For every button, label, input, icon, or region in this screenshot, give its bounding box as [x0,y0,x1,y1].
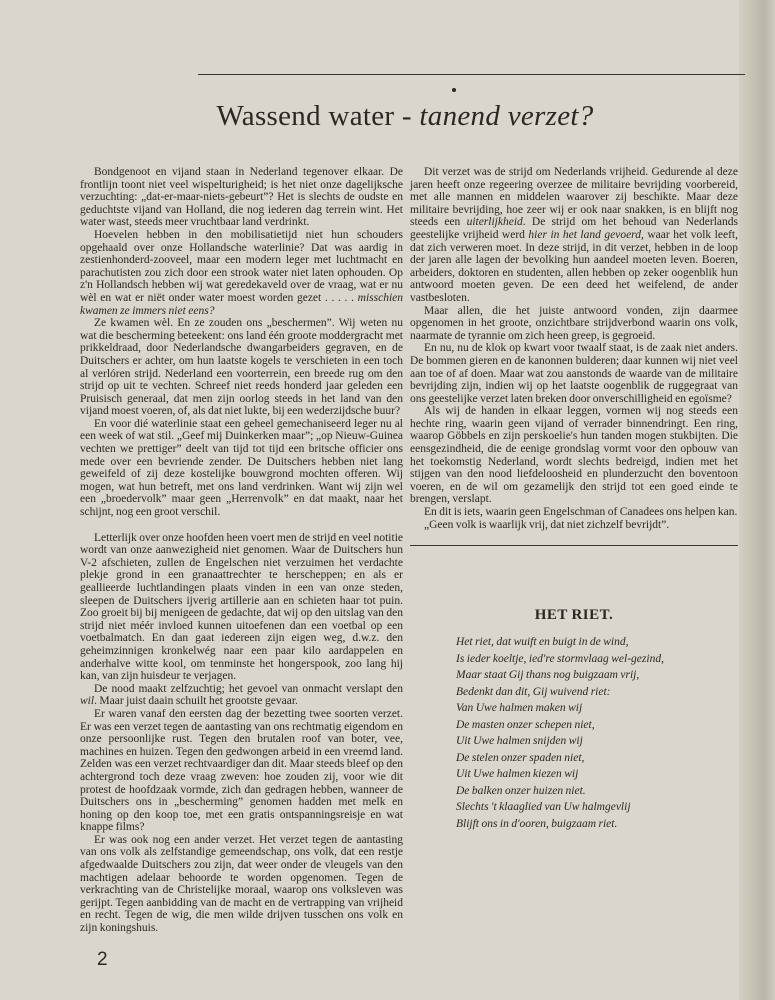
left-column-text [80,166,403,935]
article-title [0,100,775,133]
paragraph [80,166,403,229]
poem-line: Bedenkt dan dit, Gij wuivend riet: [456,685,611,698]
right-column-text [410,166,738,531]
paragraph [80,683,403,708]
italic-text: uiterlijkheid [466,216,523,229]
text: Dit verzet was de strijd om Nederlands vrijheid. Gedurende al deze jaren heeft onze regeering overzee de militaire bevrijding voorbereid, met alle mannen en middelen waarover zij beschikte. Maar deze militaire bevrijding, hoe zeer wij er ook naar snakken, is en blijft nog steeds een [410,166,738,229]
poem-line: Maar staat Gij thans nog buigzaam vrij, [456,669,640,682]
poem-line: Is ieder koeltje, ied're stormvlaag wel-gezind, [456,652,664,665]
title-italic: - tanend verzet? [394,100,594,132]
top-rule [198,74,745,75]
paragraph [410,305,738,343]
text: Er waren vanaf den eersten dag der bezetting twee soorten verzet. Er was een verzet tegen de aantasting van ons rechtmatig eigendom en onze persoonlijke rust. Tegen den brutalen roof van boter, vee, machines en huizen. Tegen den gedwongen arbeid in een vreemd land. Zelden was een verzet rechtvaardiger dan dit. Maar steeds bleef op den achtergrond toch deze vraag zweven: hoe zouden zij, voor wie dit protest de hoofdzaak vormde, zich dan gedragen hebben, wanneer de Duitschers ons in „bescherming” genomen hadden met melk en honing op den koop toe, met een gratis ontspanningsreisje en wat knappe films? [80,707,403,834]
poem-line: De masten onzer schepen niet, [456,718,595,731]
text: Ze kwamen wèl. En ze zouden ons „beschermen”. Wij weten nu wat die bescherming beteekent: ons land één groote moddergracht met prikkeldraad, door Nederlandsche dwangarbeiders gegraven, en de Duitschers er achter, om hun laatste kogels te verschieten in een toch al verlóren strijd. Nederland een voorterrein, een breede rug om den strijd op uit te vechten. Schreef niet reeds honderd jaar geleden een Pruisisch generaal, dat men zijn oorlog steeds in het land van den vijand moest voeren, of, als dat niet lukte, bij een wederzijdsche buur? [80,317,403,418]
page-number: 2 [97,948,108,970]
italic-text: misschien kwamen ze immers niet eens? [80,291,403,317]
poem-line: De balken onzer huizen niet. [456,784,586,797]
text: En nu, nu de klok op kwart voor twaalf staat, is de zaak niet anders. De bommen gieren en de kanonnen bulderen; daar kunnen wij niet veel aan toe of af doen. Maar wat zou aanstonds de waarde van de militaire bevrijding zijn, indien wij op het laatste oogenblik de ruggegraat van ons geestelijke verzet laten breken door onverschilligheid en egoïsme? [410,342,738,405]
poem-line: Het riet, dat wuift en buigt in de wind, [456,636,629,649]
paragraph [80,317,403,418]
paragraph [80,532,403,683]
text: De nood maakt zelfzuchtig; het gevoel van onmacht verslapt den [94,682,403,695]
paragraph [410,342,738,405]
right-column [410,166,738,832]
paragraph [80,708,403,834]
text: En voor dié waterlinie staat een geheel gemechaniseerd leger nu al een week of wat stil. „Geef mij Duinkerken maar”; „op Nieuw-Guinea vechten we prettiger” deelt van tijd tot tijd een britsche officier ons mede over een bevriende zender. De Duitschers hebben niet lang geweifeld of zij deze kostelijke bouwgrond mochten offeren. Wij mogen, wat hun betreft, met ons land verdrinken. Want wij zijn wel een „broedervolk” maar geen „Herrenvolk” en dat maakt, naar het schijnt, nog een groot verschil. [80,417,403,519]
text: Als wij de handen in elkaar leggen, vormen wij nog steeds een hechte ring, waarin geen vijand of verrader binnendringt. Een ring, waarop Göbbels en zijn perskoelie's hun tanden mogen stukbijten. Die eensgezindheid, die de eenige grondslag vormt voor den opbouw van het toekomstig Nederland, wordt slechts bedreigd, indien met het stijgen van den nood liefdeloosheid en plunderzucht den boventoon voeren, en de wil om gezamelijk den strijd tot een goed einde te brengen, verslapt. [410,405,738,506]
text: Er was ook nog een ander verzet. Het verzet tegen de aantasting van ons volk als zelfstandige gemeendschap, ons volk, dat een restje afgedwaalde Duitschers zou zijn, dat weer onder de vleugels van den machtigen adelaar behoorde te worden opgenomen. Tegen de verkrachting van de Christelijke moraal, waarop ons volksleven was gerijpt. Tegen aanbidding van de macht en de vertrapping van vrijheid en recht. Tegen de wig, die men wilde drijven tusschen ons volk en zijn koningshuis. [80,833,403,935]
text: . De strijd om het behoud van Nederlands geestelijke vrijheid werd [410,216,738,241]
paragraph [80,229,403,317]
poem-line: Uit Uwe halmen snijden wij [456,735,583,748]
text: Letterlijk over onze hoofden heen voert men de strijd en veel notitie wordt van onze aanwezigheid niet genomen. Waar de Duitschers hun V-2 afschieten, zullen de Engelschen niet verzuimen het verdachte plekje grond in een granaattrechter te herscheppen; en als er geallieerde luchtlandingen plaats vinden in een van onze steden, sleepen de Duitschers ijverig artillerie aan en schieten haar tot puin. Zoo groeit bij bij menigeen de gedachte, dat wij op den uitslag van den strijd niet méér invloed kunnen uitoefenen dan een voetbal op een voetbalmatch. En dan gaat iedereen zijn eigen weg, d.w.z. den geheimzinnigen kronkelwég naar een paar kilo aardappelen en anderhalve witte kool, om tenminste het hongerspook, zoo lang hij kan, van zijn huisdeur te verjagen. [80,531,403,683]
paragraph [410,405,738,506]
paragraph [80,834,403,935]
paragraph [410,506,738,519]
italic-text: wil [80,695,95,708]
poem-line: De stelen onzer spaden niet, [456,751,585,764]
left-column [80,166,403,971]
italic-text: hier in het land gevoerd, [528,228,644,241]
paragraph-gap [80,519,403,532]
poem-line: Blijft ons in d'ooren, buigzaam riet. [456,817,618,830]
poem-line: Van Uwe halmen maken wij [456,702,583,715]
title-main: Wassend water [216,100,395,132]
text: „Geen volk is waarlijk vrij, dat niet zichzelf bevrijdt”. [424,518,670,531]
text: Maar allen, die het juiste antwoord vonden, zijn daarmee opgenomen in het groote, onzichtbare strijdverbond waarin ons volk, naarmate de tyrannie om zich heen greep, is gegroeid. [410,304,738,342]
text: Bondgenoot en vijand staan in Nederland tegenover elkaar. De frontlijn toont niet veel wispelturigheid; is het niet onze dagelijksche verzuchting: „dat-er-maar-niets-gebeurt”? Het is slechts de oudste en geduchtste vijand van Holland, die nog iederen dag terrein wint. Het water wast, steeds meer vruchtbaar land verdrinkt. [80,166,403,229]
paragraph [410,166,738,305]
page-spine-shadow [739,0,775,1000]
ornament-dot [452,88,456,92]
poem-title: HET RIET. [534,607,614,624]
paragraph [410,519,738,532]
poem-body [456,634,738,832]
text: En dit is iets, waarin geen Engelschman of Canadees ons helpen kan. [424,506,738,519]
text: . Maar juist daain schuilt het grootste gevaar. [94,695,298,708]
text: waar het volk leeft, dat zich verweren moet. In deze strijd, in dit verzet, hebben in de loop der jaren alle lagen der bevolking hun aandeel moeten leven. Boeren, arbeiders, doktoren en studenten, allen hebben op zeker oogenblik hun antwoord moeten geven. De een deed het weifelend, de ander vastbesloten. [410,228,738,304]
column-divider-rule [410,545,738,546]
poem-line: Slechts 't klaaglied van Uw halmgevlij [456,801,631,814]
text: Hoevelen hebben in den mobilisatietijd niet hun schouders opgehaald over onze Hollandsche waterlinie? Dat was aardig in zestienhonderd-zooveel, maar een modern leger met luchtmacht en parachutisten zou zich door een strook water niet laten ophouden. Op z'n Hollandsch hebben wij wat geredekaveld over de vraag, wat er nu wèl en wat er niët onder water moest worden gezet . . . . . [80,228,403,304]
poem-line: Uit Uwe halmen kiezen wij [456,768,579,781]
paragraph [80,418,403,519]
